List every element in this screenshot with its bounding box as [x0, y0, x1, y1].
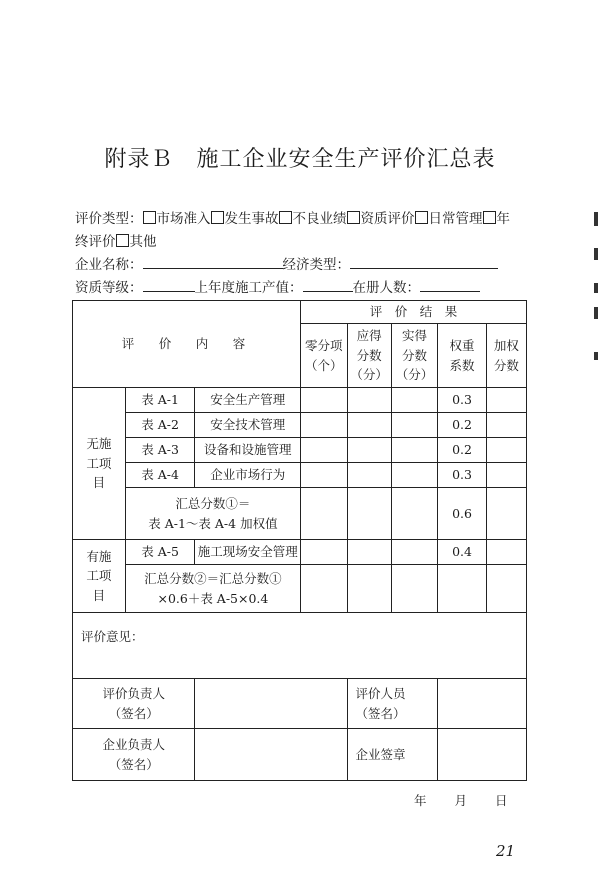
group-line: 无施	[86, 436, 112, 452]
checkbox-icon[interactable]	[143, 211, 156, 224]
eval-type-label: 评价类型：	[75, 211, 143, 227]
eval-type-option: 资质评价	[360, 211, 415, 227]
cell-weighted[interactable]	[486, 463, 526, 488]
cell-should[interactable]	[347, 388, 391, 413]
cell-weighted[interactable]	[486, 413, 526, 438]
cell-should[interactable]	[347, 463, 391, 488]
cell-weighted[interactable]	[486, 388, 526, 413]
row-ref: 表 A-1	[125, 388, 195, 413]
eval-type-option: 日常管理	[428, 211, 483, 227]
evaluator-sign[interactable]	[438, 679, 527, 729]
group-line: 工项	[86, 568, 112, 584]
col-should-line: 应得	[356, 328, 382, 344]
eval-type-option: 终评价	[75, 234, 116, 250]
company-seal-area[interactable]	[438, 729, 527, 781]
sum2-line: ×0.6＋表 A-5×0.4	[157, 590, 269, 606]
eval-head-line: 评价负责人	[102, 686, 165, 702]
company-name-label: 企业名称：	[75, 257, 143, 273]
company-head-sign[interactable]	[195, 729, 347, 781]
cell-got[interactable]	[391, 388, 437, 413]
cell-zero[interactable]	[301, 565, 347, 613]
sum1-line: 表 A-1～表 A-4 加权值	[148, 515, 278, 531]
cell-got[interactable]	[391, 565, 437, 613]
output-field[interactable]	[303, 277, 353, 292]
col-zero-items	[301, 324, 347, 388]
checkbox-icon[interactable]	[347, 211, 360, 224]
date-line	[414, 791, 508, 809]
row-name: 设备和设施管理	[195, 438, 301, 463]
qualification-label: 资质等级：	[75, 280, 143, 296]
col-got-line: 实得	[402, 328, 428, 344]
eval-type-line-2	[75, 230, 157, 250]
adjacent-page-mark	[594, 212, 598, 226]
checkbox-icon[interactable]	[116, 234, 129, 247]
date-year: 年	[414, 793, 427, 808]
eval-type-option: 不良业绩	[292, 211, 347, 227]
col-weighted-line: 加权	[493, 338, 519, 354]
group-line: 有施	[86, 548, 112, 564]
row-name: 安全技术管理	[195, 413, 301, 438]
cell-should[interactable]	[347, 488, 391, 540]
group-line: 工项	[86, 455, 112, 471]
qualification-line	[75, 276, 480, 296]
col-should-score	[347, 324, 391, 388]
company-name-field[interactable]	[143, 254, 283, 269]
page-number: 21	[496, 842, 516, 860]
company-head-line: （签名）	[108, 756, 159, 772]
col-got-score	[391, 324, 437, 388]
cell-weighted[interactable]	[486, 438, 526, 463]
row-weight: 0.2	[438, 413, 487, 438]
col-weight	[438, 324, 487, 388]
cell-got[interactable]	[391, 540, 437, 565]
cell-weight[interactable]	[438, 565, 487, 613]
sum2-formula	[125, 565, 300, 613]
col-weighted	[486, 324, 526, 388]
economy-type-field[interactable]	[350, 254, 498, 269]
cell-weighted[interactable]	[486, 488, 526, 540]
cell-got[interactable]	[391, 438, 437, 463]
economy-type-label: 经济类型：	[282, 257, 350, 273]
cell-weighted[interactable]	[486, 565, 526, 613]
staff-label: 在册人数：	[352, 280, 420, 296]
eval-head-sign[interactable]	[195, 679, 347, 729]
date-month: 月	[454, 793, 468, 808]
col-weighted-line: 分数	[493, 357, 519, 373]
staff-field[interactable]	[420, 277, 480, 292]
col-got-line: 分数	[402, 347, 428, 363]
eval-head-label	[73, 679, 195, 729]
evaluator-label-cell	[347, 679, 438, 729]
cell-zero[interactable]	[301, 438, 347, 463]
group-no-construction	[73, 388, 126, 540]
row-weight: 0.3	[438, 463, 487, 488]
adjacent-page-mark	[594, 307, 598, 319]
eval-type-line	[75, 207, 510, 227]
page-title: 附录Ｂ 施工企业安全生产评价汇总表	[104, 147, 496, 172]
checkbox-icon[interactable]	[483, 211, 496, 224]
col-should-line: 分数	[356, 347, 382, 363]
row-name: 安全生产管理	[195, 388, 301, 413]
company-line	[75, 253, 498, 273]
cell-weighted[interactable]	[486, 540, 526, 565]
col-should-line: （分）	[350, 367, 388, 383]
cell-zero[interactable]	[301, 540, 347, 565]
row-weight: 0.3	[438, 388, 487, 413]
sum1-weight: 0.6	[438, 488, 487, 540]
group-line: 目	[92, 475, 106, 491]
evaluator-line: 评价人员	[355, 686, 406, 702]
row-weight: 0.4	[438, 540, 487, 565]
cell-got[interactable]	[391, 488, 437, 540]
cell-should[interactable]	[347, 438, 391, 463]
row-ref: 表 A-2	[125, 413, 195, 438]
row-weight: 0.2	[438, 438, 487, 463]
eval-head-line: （签名）	[108, 705, 159, 721]
sum1-line: 汇总分数①＝	[175, 496, 251, 512]
cell-got[interactable]	[391, 413, 437, 438]
row-ref: 表 A-4	[125, 463, 195, 488]
adjacent-page-mark	[594, 248, 598, 260]
eval-type-option-wrap-start: 年	[496, 211, 510, 227]
checkbox-icon[interactable]	[211, 211, 224, 224]
cell-got[interactable]	[391, 463, 437, 488]
checkbox-icon[interactable]	[415, 211, 428, 224]
company-seal-label: 企业签章	[347, 729, 438, 781]
eval-type-option: 发生事故	[224, 211, 279, 227]
cell-should[interactable]	[347, 540, 391, 565]
cell-should[interactable]	[347, 565, 391, 613]
output-label: 上年度施工产值：	[194, 280, 303, 296]
sum2-line: 汇总分数②＝汇总分数①	[144, 571, 282, 587]
cell-zero[interactable]	[301, 388, 347, 413]
opinion-cell[interactable]	[73, 613, 527, 679]
group-line: 目	[92, 587, 106, 603]
qualification-field[interactable]	[143, 277, 195, 292]
sum1-formula	[125, 488, 300, 540]
col-weight-line: 系数	[449, 357, 475, 373]
cell-zero[interactable]	[301, 463, 347, 488]
evaluator-line: （签名）	[355, 705, 406, 721]
adjacent-page-mark	[594, 283, 598, 293]
group-with-construction	[73, 540, 126, 613]
col-zero-line: 零分项	[305, 338, 343, 354]
header-result: 评 价 结 果	[301, 301, 527, 324]
cell-should[interactable]	[347, 413, 391, 438]
col-got-line: （分）	[395, 367, 434, 383]
adjacent-page-mark	[594, 352, 598, 360]
cell-zero[interactable]	[301, 413, 347, 438]
row-ref: 表 A-5	[125, 540, 195, 565]
date-day: 日	[495, 793, 508, 808]
checkbox-icon[interactable]	[279, 211, 292, 224]
company-head-line: 企业负责人	[102, 737, 165, 753]
header-content: 评 价 内 容	[73, 301, 301, 388]
company-head-label	[73, 729, 195, 781]
row-name: 施工现场安全管理	[195, 540, 301, 565]
evaluation-summary-table	[72, 300, 527, 781]
cell-zero[interactable]	[301, 488, 347, 540]
row-ref: 表 A-3	[125, 438, 195, 463]
eval-type-option: 市场准入	[156, 211, 211, 227]
col-zero-line: （个）	[305, 357, 343, 373]
row-name: 企业市场行为	[195, 463, 301, 488]
eval-type-option: 其他	[129, 234, 157, 250]
opinion-label: 评价意见：	[81, 629, 144, 644]
col-weight-line: 权重	[449, 338, 475, 354]
